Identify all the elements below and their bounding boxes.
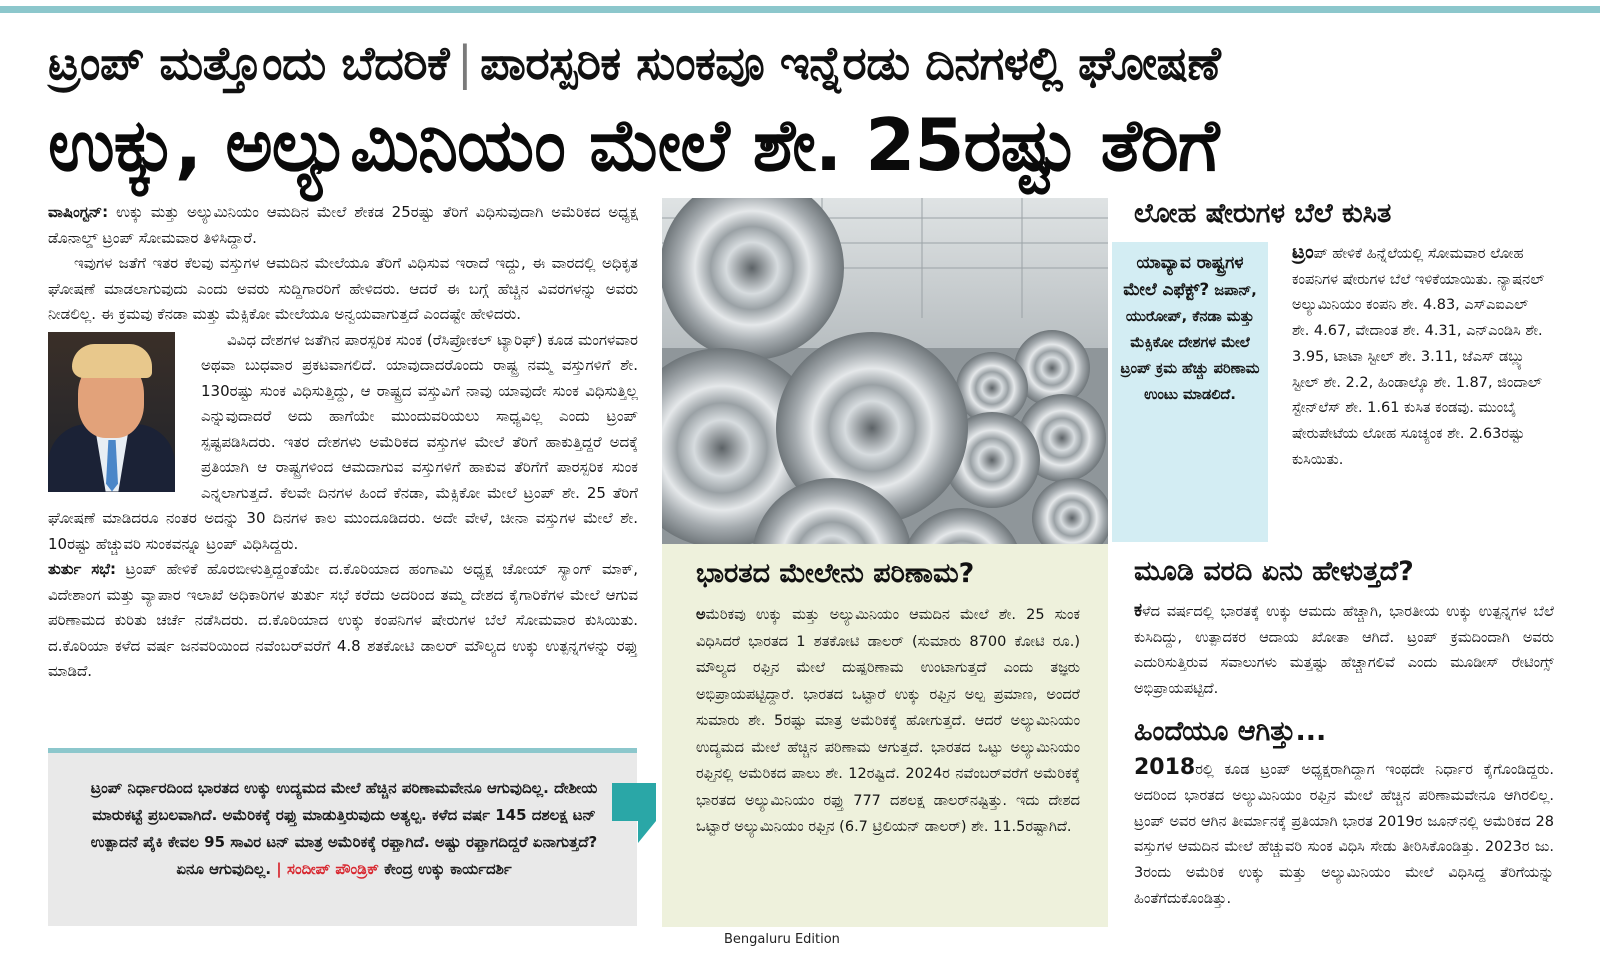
india-impact-body-block bbox=[696, 602, 1080, 841]
metal-shares-dropcap: ಟ್ರಂ bbox=[1292, 241, 1314, 263]
kicker-text: ಟ್ರಂಪ್ ಮತ್ತೊಂದು ಬೆದರಿಕೆ bbox=[48, 36, 450, 90]
india-impact-dropcap: ಅ bbox=[696, 607, 706, 623]
moody-report-body-block bbox=[1134, 598, 1554, 702]
subhead-text: ಪಾರಸ್ಪರಿಕ ಸುಂಕವೂ ಇನ್ನೆರಡು ದಿನಗಳಲ್ಲಿ ಘೋಷಣೆ bbox=[480, 36, 1221, 90]
story-paragraph-4: ಟ್ರಂಪ್ ಹೇಳಿಕೆ ಹೊರಬೀಳುತ್ತಿದ್ದಂತೆಯೇ ದ.ಕೊರಿಯಾದ ಹಂಗಾಮಿ ಅಧ್ಯಕ್ಷ ಚೋಯ್ ಸ್ಯಾಂಗ್ ಮಾಕ್, ವಿದೇಶಾಂಗ ಮತ್ತು ವ್ಯಾಪಾರ ಇಲಾಖೆ ಅಧಿಕಾರಿಗಳ ತುರ್ತು ಸಭೆ ಕರೆದು ಅದರಿಂದ ತಮ್ಮ ದೇಶದ ಕೈಗಾರಿಕೆಗಳ ಮೇಲೆ ಆಗುವ ಪರಿಣಾಮದ ಕುರಿತು ಚರ್ಚೆ ನಡೆಸಿದರು. ದ.ಕೊರಿಯಾದ ಉಕ್ಕು ಕಂಪನಿಗಳ ಷೇರುಗಳ ಬೆಲೆ ಸೋಮವಾರ ಕುಸಿಯಿತು. ದ.ಕೊರಿಯಾ ಕಳೆದ ವರ್ಷ ಜನವರಿಯಿಂದ ನವೆಂಬರ್‌ವರೆಗೆ 4.8 ಶತಕೋಟಿ ಡಾಲರ್ ಮೌಲ್ಯದ ಉಕ್ಕು ಉತ್ಪನ್ನಗಳನ್ನು ರಫ್ತು ಮಾಡಿದೆ. bbox=[48, 560, 638, 680]
quote-separator: | bbox=[276, 860, 282, 878]
history-body: ರಲ್ಲಿ ಕೂಡ ಟ್ರಂಪ್ ಅಧ್ಯಕ್ಷರಾಗಿದ್ದಾಗ ಇಂಥದೇ ನಿರ್ಧಾರ ಕೈಗೊಂಡಿದ್ದರು. ಅದರಿಂದ ಭಾರತದ ಅಲ್ಯುಮಿನಿಯಂ ರಫ್ತಿನ ಮೇಲೆ ಹೆಚ್ಚಿನ ಪರಿಣಾಮವೇನೂ ಆಗಿರಲಿಲ್ಲ. ಟ್ರಂಪ್ ಅವರ ಆಗಿನ ತೀರ್ಮಾನಕ್ಕೆ ಪ್ರತಿಯಾಗಿ ಭಾರತ 2019ರ ಜೂನ್‌ನಲ್ಲಿ ಅಮೆರಿಕದ 28 ವಸ್ತುಗಳ ಆಮದಿನ ಮೇಲೆ ಹೆಚ್ಚುವರಿ ಸುಂಕ ವಿಧಿಸಿ ಸೇಡು ತೀರಿಸಿಕೊಂಡಿತ್ತು. 2023ರ ಜು. 3ರಂದು ಅಮೆರಿಕ ಉಕ್ಕು ಮತ್ತು ಅಲ್ಯುಮಿನಿಯಂ ಮೇಲೆ ವಿಧಿಸಿದ್ದ ತೆರಿಗೆಯನ್ನು ಹಿಂತೆಗೆದುಕೊಂಡಿತ್ತು. bbox=[1134, 762, 1554, 907]
india-impact-body: ಮೆರಿಕವು ಉಕ್ಕು ಮತ್ತು ಅಲ್ಯುಮಿನಿಯಂ ಆಮದಿನ ಮೇಲೆ ಶೇ. 25 ಸುಂಕ ವಿಧಿಸಿದರೆ ಭಾರತದ 1 ಶತಕೋಟಿ ಡಾಲರ್ (ಸುಮಾರು 8700 ಕೋಟಿ ರೂ.) ಮೌಲ್ಯದ ರಫ್ತಿನ ಮೇಲೆ ದುಷ್ಪರಿಣಾಮ ಉಂಟಾಗುತ್ತದೆ ಎಂದು ತಜ್ಞರು ಅಭಿಪ್ರಾಯಪಟ್ಟಿದ್ದಾರೆ. ಭಾರತದ ಒಟ್ಟಾರೆ ಉಕ್ಕು ರಫ್ತಿನ ಅಲ್ಪ ಪ್ರಮಾಣ, ಅಂದರೆ ಸುಮಾರು ಶೇ. 5ರಷ್ಟು ಮಾತ್ರ ಅಮೆರಿಕಕ್ಕೆ ಹೋಗುತ್ತದೆ. ಆದರೆ ಅಲ್ಯುಮಿನಿಯಂ ಉದ್ಯಮದ ಮೇಲೆ ಹೆಚ್ಚಿನ ಪರಿಣಾಮ ಆಗುತ್ತದೆ. ಭಾರತದ ಒಟ್ಟು ಅಲ್ಯುಮಿನಿಯಂ ರಫ್ತಿನಲ್ಲಿ ಅಮೆರಿಕದ ಪಾಲು ಶೇ. 12ರಷ್ಟಿದೆ. 2024ರ ನವೆಂಬರ್‌ವರೆಗೆ ಅಮೆರಿಕಕ್ಕೆ ಭಾರತದ ಅಲ್ಯುಮಿನಿಯಂ ರಫ್ತು 777 ದಶಲಕ್ಷ ಡಾಲರ್‌ನಷ್ಟಿತ್ತು. ಇದು ದೇಶದ ಒಟ್ಟಾರೆ ಅಲ್ಯುಮಿನಿಯಂ ರಫ್ತಿನ (6.7 ಟ್ರಿಲಿಯನ್ ಡಾಲರ್) ಶೇ. 11.5ರಷ್ಟಾಗಿದೆ. bbox=[696, 607, 1080, 835]
kicker-headline bbox=[48, 28, 1568, 98]
affected-countries-question: ಯಾವ್ಯಾವ ರಾಷ್ಟ್ರಗಳ ಮೇಲೆ ಎಫೆಕ್ಟ್? bbox=[1123, 253, 1244, 300]
quote-mark-icon bbox=[612, 783, 656, 843]
metal-shares-body-block bbox=[1292, 240, 1550, 473]
moody-report-body: ಳೆದ ವರ್ಷದಲ್ಲಿ ಭಾರತಕ್ಕೆ ಉಕ್ಕು ಆಮದು ಹೆಚ್ಚಾಗಿ, ಭಾರತೀಯ ಉಕ್ಕು ಉತ್ಪನ್ನಗಳ ಬೆಲೆ ಕುಸಿದಿದ್ದು, ಉತ್ಪಾದಕರ ಆದಾಯ ಖೋತಾ ಆಗಿದೆ. ಟ್ರಂಪ್ ಕ್ರಮದಿಂದಾಗಿ ಅವರು ಎದುರಿಸುತ್ತಿರುವ ಸವಾಲುಗಳು ಮತ್ತಷ್ಟು ಹೆಚ್ಚಾಗಲಿವೆ ಎಂದು ಮೂಡೀಸ್ ರೇಟಿಂಗ್ಸ್ ಅಭಿಪ್ರಾಯಪಟ್ಟಿದೆ. bbox=[1134, 604, 1554, 697]
moody-dropcap: ಕ bbox=[1134, 600, 1143, 621]
affected-countries-body: ಜಪಾನ್, ಯುರೋಪ್, ಕೆನಡಾ ಮತ್ತು ಮೆಕ್ಸಿಕೋ ದೇಶಗಳ ಮೇಲೆ ಟ್ರಂಪ್ ಕ್ರಮ ಹೆಚ್ಚು ಪರಿಣಾಮ ಉಂಟು ಮಾಡಲಿದೆ. bbox=[1120, 283, 1260, 403]
metal-shares-body: ಪ್ ಹೇಳಿಕೆ ಹಿನ್ನೆಲೆಯಲ್ಲಿ ಸೋಮವಾರ ಲೋಹ ಕಂಪನಿಗಳ ಷೇರುಗಳ ಬೆಲೆ ಇಳಿಕೆಯಾಯಿತು. ನ್ಯಾಷನಲ್ ಅಲ್ಯುಮಿನಿಯಂ ಕಂಪನಿ ಶೇ. 4.83, ಎಸ್‌ಎಐಎಲ್ ಶೇ. 4.67, ವೇದಾಂತ ಶೇ. 4.31, ಎನ್‌ಎಂಡಿಸಿ ಶೇ. 3.95, ಟಾಟಾ ಸ್ಟೀಲ್ ಶೇ. 3.11, ಜೆಎಸ್ ಡಬ್ಲ್ಯು ಸ್ಟೀಲ್ ಶೇ. 2.2, ಹಿಂಡಾಲ್ಕೊ ಶೇ. 1.87, ಜಿಂದಾಲ್ ಸ್ಟೇನ್‌ಲೆಸ್ ಶೇ. 1.61 ಕುಸಿತ ಕಂಡವು. ಮುಂಬೈ ಷೇರುಪೇಟೆಯ ಲೋಹ ಸೂಚ್ಯಂಕ ಶೇ. 2.63ರಷ್ಟು ಕುಸಿಯಿತು. bbox=[1292, 246, 1545, 468]
metal-shares-heading: ಲೋಹ ಷೇರುಗಳ ಬೆಲೆ ಕುಸಿತ bbox=[1134, 198, 1392, 229]
story-paragraph-3: ವಿವಿಧ ದೇಶಗಳ ಜತೆಗಿನ ಪಾರಸ್ಪರಿಕ ಸುಂಕ (ರೆಸಿಪ್ರೋಕಲ್ ಟ್ಯಾರಿಫ್) ಕೂಡ ಮಂಗಳವಾರ ಅಥವಾ ಬುಧವಾರ ಪ್ರಕಟವಾಗಲಿದೆ. ಯಾವುದಾದರೊಂದು ರಾಷ್ಟ್ರ ನಮ್ಮ ವಸ್ತುಗಳಿಗೆ ಶೇ. 130ರಷ್ಟು ಸುಂಕ ವಿಧಿಸುತ್ತಿದ್ದು, ಆ ರಾಷ್ಟ್ರದ ವಸ್ತುವಿಗೆ ನಾವು ಯಾವುದೇ ಸುಂಕ ವಿಧಿಸುತ್ತಿಲ್ಲ ಎನ್ನುವುದಾದರೆ ಅದು ಹಾಗೆಯೇ ಮುಂದುವರಿಯಲು ಸಾಧ್ಯವಿಲ್ಲ ಎಂದು ಟ್ರಂಪ್ ಸ್ಪಷ್ಟಪಡಿಸಿದರು. ಇತರ ದೇಶಗಳು ಅಮೆರಿಕದ ವಸ್ತುಗಳ ಮೇಲೆ ತೆರಿಗೆ ಹಾಕುತ್ತಿದ್ದರೆ ಅದಕ್ಕೆ ಪ್ರತಿಯಾಗಿ ಆ ರಾಷ್ಟ್ರಗಳಿಂದ ಆಮದಾಗುವ ವಸ್ತುಗಳಿಗೆ ಹಾಕುವ ತೆರಿಗೆಗೆ ಪಾರಸ್ಪರಿಕ ಸುಂಕ ಎನ್ನಲಾಗುತ್ತದೆ. ಕೆಲವೇ ದಿನಗಳ ಹಿಂದೆ ಕೆನಡಾ, ಮೆಕ್ಸಿಕೋ ಮೇಲೆ ಟ್ರಂಪ್ ಶೇ. 25 ತೆರಿಗೆ ಘೋಷಣೆ ಮಾಡಿದರೂ ನಂತರ ಅದನ್ನು 30 ದಿನಗಳ ಕಾಲ ಮುಂದೂಡಿದರು. ಅದೇ ವೇಳೆ, ಚೀನಾ ವಸ್ತುಗಳ ಮೇಲೆ ಶೇ. 10ರಷ್ಟು ಹೆಚ್ಚುವರಿ ಸುಂಕವನ್ನೂ ಟ್ರಂಪ್ ವಿಧಿಸಿದ್ದರು. bbox=[48, 330, 638, 553]
dateline: ವಾಷಿಂಗ್ಟನ್: bbox=[48, 203, 109, 221]
edition-footer: Bengaluru Edition bbox=[724, 932, 840, 947]
main-headline: ಉಕ್ಕು, ಅಲ್ಯುಮಿನಿಯಂ ಮೇಲೆ ಶೇ. 25ರಷ್ಟು ತೆರಿಗೆ bbox=[48, 103, 1219, 187]
moody-report-heading: ಮೂಡಿ ವರದಿ ಏನು ಹೇಳುತ್ತದೆ? bbox=[1134, 556, 1414, 587]
portrait-photo bbox=[48, 332, 175, 492]
quote-box bbox=[48, 748, 637, 926]
top-accent-bar bbox=[0, 6, 1600, 13]
main-story bbox=[48, 200, 638, 685]
story-paragraph-2: ಇವುಗಳ ಜತೆಗೆ ಇತರ ಕೆಲವು ವಸ್ತುಗಳ ಆಮದಿನ ಮೇಲೆಯೂ ತೆರಿಗೆ ವಿಧಿಸುವ ಇರಾದೆ ಇದ್ದು, ಈ ವಾರದಲ್ಲಿ ಅಧಿಕೃತ ಘೋಷಣೆ ಮಾಡಲಾಗುವುದು ಎಂದು ಅವರು ಸುದ್ದಿಗಾರರಿಗೆ ಹೇಳಿದರು. ಆದರೆ ಈ ಬಗ್ಗೆ ಹೆಚ್ಚಿನ ವಿವರಗಳನ್ನು ಅವರು ನೀಡಲಿಲ್ಲ. ಈ ಕ್ರಮವು ಕೆನಡಾ ಮತ್ತು ಮೆಕ್ಸಿಕೋ ಮೇಲೆಯೂ ಅನ್ವಯವಾಗುತ್ತದೆ ಎಂದಷ್ಟೇ ಹೇಳಿದರು. bbox=[48, 254, 638, 323]
quote-speaker: ಸಂದೀಪ್ ಪೌಂಡ್ರಿಕ್ bbox=[287, 860, 379, 878]
story-paragraph-1: ಉಕ್ಕು ಮತ್ತು ಅಲ್ಯುಮಿನಿಯಂ ಆಮದಿನ ಮೇಲೆ ಶೇಕಡ 25ರಷ್ಟು ತೆರಿಗೆ ವಿಧಿಸುವುದಾಗಿ ಅಮೆರಿಕದ ಅಧ್ಯಕ್ಷ ಡೊನಾಲ್ಡ್ ಟ್ರಂಪ್ ಸೋಮವಾರ ತಿಳಿಸಿದ್ದಾರೆ. bbox=[48, 203, 638, 247]
urgent-meeting-label: ತುರ್ತು ಸಭೆ: bbox=[48, 560, 117, 578]
steel-coils-photo bbox=[662, 198, 1108, 544]
history-body-block bbox=[1134, 755, 1554, 913]
kicker-separator: | bbox=[457, 36, 473, 90]
steel-coils-illustration bbox=[662, 198, 1108, 544]
quote-designation: ಕೇಂದ್ರ ಉಕ್ಕು ಕಾರ್ಯದರ್ಶಿ bbox=[384, 860, 512, 878]
history-year: 2018 bbox=[1134, 755, 1196, 780]
quote-text: ಟ್ರಂಪ್ ನಿರ್ಧಾರದಿಂದ ಭಾರತದ ಉಕ್ಕು ಉದ್ಯಮದ ಮೇಲೆ ಹೆಚ್ಚಿನ ಪರಿಣಾಮವೇನೂ ಆಗುವುದಿಲ್ಲ. ದೇಶೀಯ ಮಾರುಕಟ್ಟೆ ಪ್ರಬಲವಾಗಿದೆ. ಅಮೆರಿಕಕ್ಕೆ ರಫ್ತು ಮಾಡುತ್ತಿರುವುದು ಅತ್ಯಲ್ಪ. ಕಳೆದ ವರ್ಷ 145 ದಶಲಕ್ಷ ಟನ್ ಉತ್ಪಾದನೆ ಪೈಕಿ ಕೇವಲ 95 ಸಾವಿರ ಟನ್ ಮಾತ್ರ ಅಮೆರಿಕಕ್ಕೆ ರಫ್ತಾಗಿದೆ. ಅಷ್ಟು ರಫ್ತಾಗದಿದ್ದರೆ ಏನಾಗುತ್ತದೆ? ಏನೂ ಆಗುವುದಿಲ್ಲ. bbox=[90, 779, 598, 878]
affected-countries-text bbox=[1118, 250, 1262, 408]
quote-text-block bbox=[76, 775, 612, 883]
portrait-hair bbox=[72, 344, 152, 378]
history-heading: ಹಿಂದೆಯೂ ಆಗಿತ್ತು... bbox=[1134, 716, 1327, 747]
india-impact-heading: ಭಾರತದ ಮೇಲೇನು ಪರಿಣಾಮ? bbox=[696, 558, 975, 589]
affected-countries-box bbox=[1112, 242, 1268, 542]
india-impact-box bbox=[662, 544, 1108, 927]
